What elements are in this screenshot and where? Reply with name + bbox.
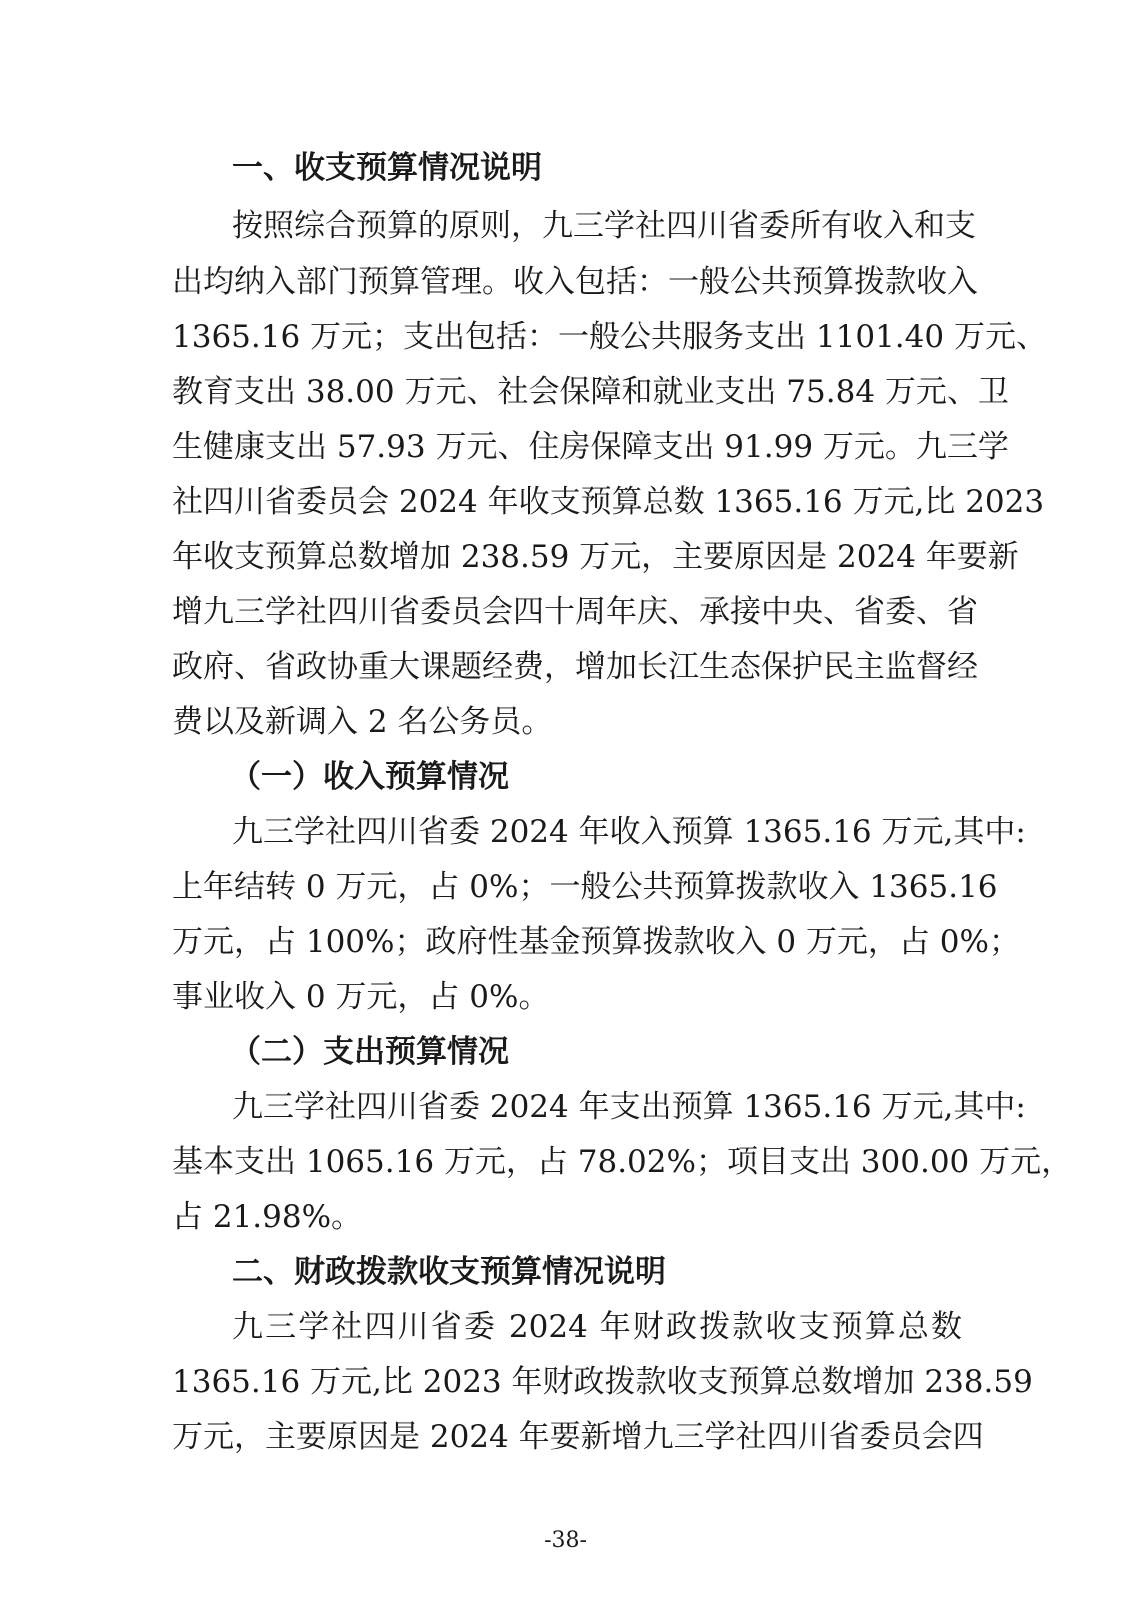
paragraph-line: 九三学社四川省委 2024 年支出预算 1365.16 万元,其中: [232,1089,1026,1125]
paragraph-line: 1365.16 万元；支出包括：一般公共服务支出 1101.40 万元、 [172,319,1047,355]
paragraph-line: 年收支预算总数增加 238.59 万元，主要原因是 2024 年要新 [172,539,1019,575]
paragraph-line: 政府、省政协重大课题经费，增加长江生态保护民主监督经 [172,649,978,685]
paragraph-line: 九三学社四川省委 2024 年收入预算 1365.16 万元,其中: [232,814,1026,850]
paragraph-line: 教育支出 38.00 万元、社会保障和就业支出 75.84 万元、卫 [172,374,1009,410]
paragraph-line: 按照综合预算的原则，九三学社四川省委所有收入和支 [232,208,976,244]
page-number: -38- [544,1528,587,1553]
paragraph-line: 基本支出 1065.16 万元，占 78.02%；项目支出 300.00 万元， [172,1144,1073,1180]
section-heading-budget-overview: 一、收支预算情况说明 [232,150,542,186]
paragraph-line: 生健康支出 57.93 万元、住房保障支出 91.99 万元。九三学 [172,429,1009,465]
section-heading-fiscal-allocation: 二、财政拨款收支预算情况说明 [232,1254,666,1290]
paragraph-line: 1365.16 万元,比 2023 年财政拨款收支预算总数增加 238.59 [172,1364,1033,1400]
paragraph-line: 万元，主要原因是 2024 年要新增九三学社四川省委员会四 [172,1419,984,1455]
subsection-heading-expenditure-budget: （二）支出预算情况 [230,1034,509,1070]
paragraph-line: 事业收入 0 万元，占 0%。 [172,979,550,1015]
paragraph-line: 万元，占 100%；政府性基金预算拨款收入 0 万元，占 0%； [172,924,1020,960]
paragraph-line: 社四川省委员会 2024 年收支预算总数 1365.16 万元,比 2023 [172,484,1045,520]
paragraph-line: 增九三学社四川省委员会四十周年庆、承接中央、省委、省 [172,594,978,630]
paragraph-line: 上年结转 0 万元，占 0%；一般公共预算拨款收入 1365.16 [172,869,998,905]
paragraph-line: 费以及新调入 2 名公务员。 [172,704,553,740]
paragraph-line: 九三学社四川省委 2024 年财政拨款收支预算总数 [232,1309,962,1345]
paragraph-line: 出均纳入部门预算管理。收入包括：一般公共预算拨款收入 [172,264,978,300]
subsection-heading-income-budget: （一）收入预算情况 [230,759,509,795]
paragraph-line: 占 21.98%。 [172,1199,363,1235]
